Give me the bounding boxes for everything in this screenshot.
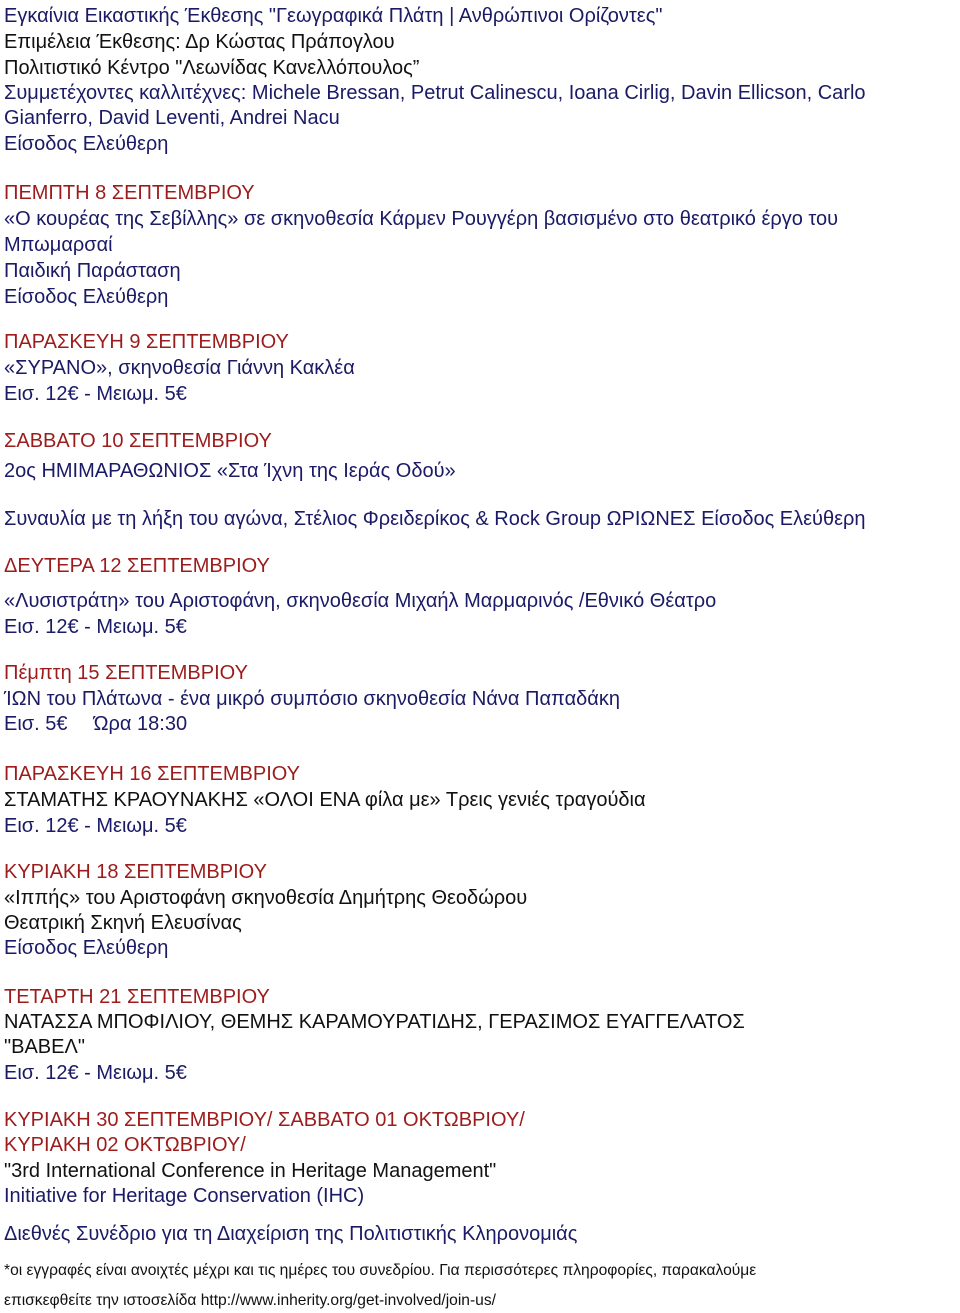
event-title: «Λυσιστράτη» του Αριστοφάνη, σκηνοθεσία Μιχαήλ Μαρμαρινός /Εθνικό Θέατρο bbox=[4, 590, 717, 612]
event-note: Παιδική Παράσταση bbox=[4, 260, 181, 282]
event-price-time bbox=[4, 711, 187, 737]
event-title: ΣΤΑΜΑΤΗΣ ΚΡΑΟΥΝΑΚΗΣ «ΟΛΟΙ ΕΝΑ φίλα με» Τρεις γενιές τραγούδια bbox=[4, 789, 646, 811]
event-price: Εισ. 12€ - Μειωμ. 5€ bbox=[4, 1062, 187, 1084]
event-date: ΔΕΥΤΕΡΑ 12 ΣΕΠΤΕΜΒΡΙΟΥ bbox=[4, 555, 270, 577]
exhibition-curator: Επιμέλεια Έκθεσης: Δρ Κώστας Πράπογλου bbox=[4, 31, 395, 53]
event-description bbox=[4, 506, 866, 532]
event-organizer: Initiative for Heritage Conservation (IHC) bbox=[4, 1185, 365, 1207]
event-performers: ΝΑΤΑΣΣΑ ΜΠΟΦΙΛΙΟΥ, ΘΕΜΗΣ ΚΑΡΑΜΟΥΡΑΤΙΔΗΣ, ΓΕΡΑΣΙΜΟΣ ΕΥΑΓΓΕΛΑΤΟΣ bbox=[4, 1011, 745, 1033]
event-price: Εισ. 12€ - Μειωμ. 5€ bbox=[4, 383, 187, 405]
event-date: ΣΑΒΒΑΤΟ 10 ΣΕΠΤΕΜΒΡΙΟΥ bbox=[4, 430, 272, 452]
event-date-cont: ΚΥΡΙΑΚΗ 02 ΟΚΤΩΒΡΙΟΥ/ bbox=[4, 1134, 246, 1156]
event-entry: Είσοδος Ελεύθερη bbox=[4, 286, 169, 308]
event-price: Εισ. 12€ - Μειωμ. 5€ bbox=[4, 616, 187, 638]
event-entry: Είσοδος Ελεύθερη bbox=[4, 937, 169, 959]
event-price: Εισ. 12€ - Μειωμ. 5€ bbox=[4, 815, 187, 837]
event-date: ΤΕΤΑΡΤΗ 21 ΣΕΠΤΕΜΒΡΙΟΥ bbox=[4, 986, 270, 1008]
event-date: ΚΥΡΙΑΚΗ 30 ΣΕΠΤΕΜΒΡΙΟΥ/ ΣΑΒΒΑΤΟ 01 ΟΚΤΩΒΡΙΟΥ/ bbox=[4, 1109, 525, 1131]
event-date: ΠΑΡΑΣΚΕΥΗ 9 ΣΕΠΤΕΜΒΡΙΟΥ bbox=[4, 331, 289, 353]
exhibition-entry: Είσοδος Ελεύθερη bbox=[4, 133, 169, 155]
event-date: ΠΑΡΑΣΚΕΥΗ 16 ΣΕΠΤΕΜΒΡΙΟΥ bbox=[4, 763, 301, 785]
exhibition-artists-cont: Gianferro, David Leventi, Andrei Nacu bbox=[4, 107, 340, 129]
event-title: «Ο κουρέας της Σεβίλλης» σε σκηνοθεσία Κάρμεν Ρουγγέρη βασισμένο στο θεατρικό έργο του bbox=[4, 208, 839, 230]
event-entry: Είσοδος Ελεύθερη bbox=[695, 508, 866, 530]
event-date: Πέμπτη 15 ΣΕΠΤΕΜΒΡΙΟΥ bbox=[4, 662, 248, 684]
exhibition-artists: Συμμετέχοντες καλλιτέχνες: Michele Bressan, Petrut Calinescu, Ioana Cirlig, Davin Ellicson, Carlo bbox=[4, 82, 866, 104]
event-title: "ΒΑΒΕΛ" bbox=[4, 1036, 85, 1058]
event-description: Διεθνές Συνέδριο για τη Διαχείριση της Πολιτιστικής Κληρονομιάς bbox=[4, 1223, 578, 1245]
event-date: ΠΕΜΠΤΗ 8 ΣΕΠΤΕΜΒΡΙΟΥ bbox=[4, 182, 255, 204]
event-title: «Ιππής» του Αριστοφάνη σκηνοθεσία Δημήτρης Θεοδώρου bbox=[4, 887, 528, 909]
event-title: 2ος ΗΜΙΜΑΡΑΘΩΝΙΟΣ «Στα Ίχνη της Ιεράς Οδού» bbox=[4, 460, 456, 482]
event-time: Ώρα 18:30 bbox=[93, 713, 188, 735]
event-title: "3rd International Conference in Heritage Management" bbox=[4, 1160, 497, 1182]
event-concert-text: Συναυλία με τη λήξη του αγώνα, Στέλιος Φρειδερίκος & Rock Group ΩΡΙΩΝΕΣ bbox=[4, 508, 696, 530]
footnote-link: επισκεφθείτε την ιστοσελίδα http://www.inherity.org/get-involved/join-us/ bbox=[4, 1292, 496, 1309]
event-title: «ΣΥΡΑΝΟ», σκηνοθεσία Γιάννη Κακλέα bbox=[4, 357, 355, 379]
event-date: ΚΥΡΙΑΚΗ 18 ΣΕΠΤΕΜΒΡΙΟΥ bbox=[4, 861, 267, 883]
footnote: *οι εγγραφές είναι ανοιχτές μέχρι και τις ημέρες του συνεδρίου. Για περισσότερες πληροφορίες, παρακαλούμε bbox=[4, 1262, 757, 1279]
event-price: Εισ. 5€ bbox=[4, 713, 68, 735]
event-title: ΊΩΝ του Πλάτωνα - ένα μικρό συμπόσιο σκηνοθεσία Νάνα Παπαδάκη bbox=[4, 688, 620, 710]
exhibition-title: Εγκαίνια Εικαστικής Έκθεσης "Γεωγραφικά Πλάτη | Ανθρώπινοι Ορίζοντες" bbox=[4, 5, 663, 27]
exhibition-venue: Πολιτιστικό Κέντρο "Λεωνίδας Κανελλόπουλος” bbox=[4, 57, 420, 79]
event-title-cont: Μπωμαρσαί bbox=[4, 234, 113, 256]
event-venue: Θεατρική Σκηνή Ελευσίνας bbox=[4, 912, 242, 934]
